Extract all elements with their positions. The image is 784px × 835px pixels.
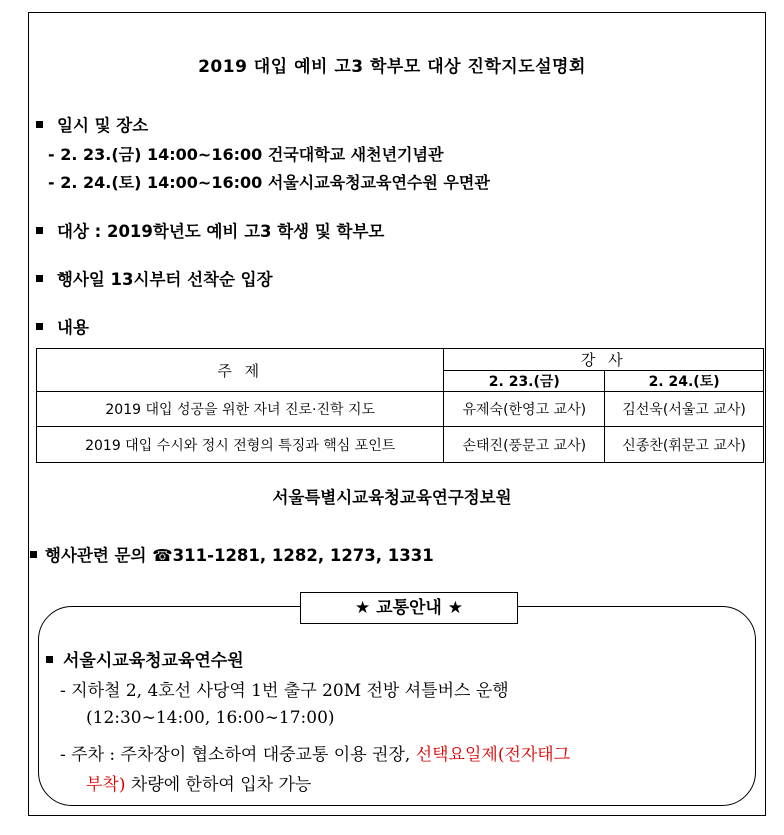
target-line bbox=[36, 218, 384, 242]
bullet-icon bbox=[36, 227, 43, 234]
table-row bbox=[37, 427, 764, 463]
speaker-header: 강 사 bbox=[444, 349, 764, 371]
transport-line-4 bbox=[86, 770, 311, 795]
organization-name: 서울특별시교육청교육연구정보원 bbox=[272, 488, 512, 507]
entry-line bbox=[36, 266, 273, 290]
transport-place bbox=[46, 646, 244, 671]
transport-place-text: 서울시교육청교육연수원 bbox=[63, 651, 244, 671]
date-col-2: 2. 24.(토) bbox=[605, 371, 764, 392]
topic-cell: 2019 대입 성공을 위한 자녀 진로·진학 지도 bbox=[37, 392, 444, 427]
schedule-item-1: - 2. 23.(금) 14:00~16:00 건국대학교 새천년기념관 bbox=[48, 145, 444, 164]
date-col-1: 2. 23.(금) bbox=[444, 371, 605, 392]
table-row bbox=[37, 392, 764, 427]
schedule-heading-text: 일시 및 장소 bbox=[57, 116, 149, 135]
speaker-cell: 김선욱(서울고 교사) bbox=[605, 392, 764, 427]
speaker-cell: 유제숙(한영고 교사) bbox=[444, 392, 605, 427]
entry-text: 행사일 13시부터 선착순 입장 bbox=[57, 270, 273, 289]
content-heading bbox=[36, 314, 89, 338]
page-title: 2019 대입 예비 고3 학부모 대상 진학지도설명회 bbox=[198, 57, 586, 77]
transport-line-3 bbox=[60, 740, 570, 765]
content-heading-text: 내용 bbox=[57, 318, 89, 337]
parking-highlight: 선택요일제(전자태그 bbox=[415, 745, 571, 765]
bullet-icon bbox=[36, 275, 43, 282]
bullet-icon bbox=[36, 323, 43, 330]
bullet-icon bbox=[30, 551, 37, 558]
bullet-icon bbox=[46, 656, 53, 663]
transport-line-2: (12:30∼14:00, 16:00∼17:00) bbox=[86, 708, 335, 728]
schedule-item-2: - 2. 24.(토) 14:00~16:00 서울시교육청교육연수원 우면관 bbox=[48, 173, 490, 192]
parking-text-cont: 차량에 한하여 입차 가능 bbox=[125, 775, 312, 795]
inquiry-line bbox=[30, 542, 434, 566]
topic-header: 주 제 bbox=[37, 349, 444, 392]
transport-title: ★ 교통안내 ★ bbox=[300, 592, 518, 624]
topic-cell: 2019 대입 수시와 정시 전형의 특징과 핵심 포인트 bbox=[37, 427, 444, 463]
inquiry-text: 행사관련 문의 ☎311-1281, 1282, 1273, 1331 bbox=[45, 546, 434, 565]
speaker-cell: 신종찬(휘문고 교사) bbox=[605, 427, 764, 463]
transport-line-1: - 지하철 2, 4호선 사당역 1번 출구 20M 전방 셔틀버스 운행 bbox=[60, 681, 509, 701]
parking-highlight-cont: 부착) bbox=[86, 775, 126, 795]
bullet-icon bbox=[36, 121, 43, 128]
lecture-table bbox=[36, 348, 764, 463]
speaker-cell: 손태진(풍문고 교사) bbox=[444, 427, 605, 463]
schedule-heading bbox=[36, 112, 148, 136]
parking-text: - 주차 : 주차장이 협소하여 대중교통 이용 권장, bbox=[60, 745, 416, 765]
target-text: 대상 : 2019학년도 예비 고3 학생 및 학부모 bbox=[57, 222, 385, 241]
